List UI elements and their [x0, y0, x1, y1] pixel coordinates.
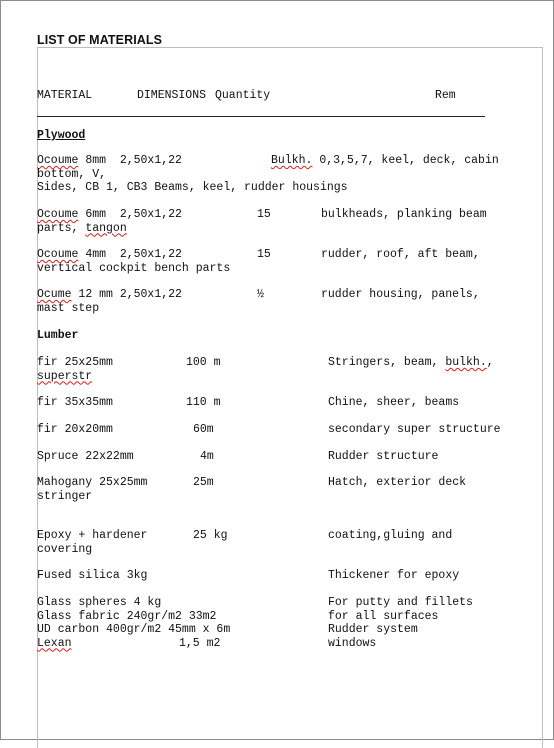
remark-continuation: bottom, V,: [37, 167, 107, 181]
remark-text: Bulkh. 0,3,5,7, keel, deck, cabin: [271, 154, 499, 167]
remark-text: bulkheads, planking beam: [321, 208, 487, 221]
list-item: Glass fabric 240gr/m2 33m2: [37, 609, 217, 623]
list-item: [37, 154, 182, 167]
list-item: fir 25x25mm: [37, 356, 113, 369]
quantity-value: 60m: [193, 423, 214, 436]
page-title: LIST OF MATERIALS: [37, 33, 163, 47]
material-dims: 8mm 2,50x1,22: [78, 154, 182, 167]
remark-continuation: parts, tangon: [37, 221, 127, 235]
remark-text: Rudder structure: [328, 450, 439, 463]
header-material: MATERIAL: [37, 89, 93, 102]
quantity-value: 110 m: [186, 396, 221, 409]
section-lumber: Lumber: [37, 329, 79, 342]
material-name: Ocoume: [37, 154, 79, 167]
quantity-value: ½: [257, 288, 264, 301]
header-quantity: Quantity: [215, 89, 271, 102]
list-item: Ocoume 4mm 2,50x1,22: [37, 248, 182, 261]
remark-text: Chine, sheer, beams: [328, 396, 460, 409]
list-item: Fused silica 3kg: [37, 569, 148, 582]
list-item: Epoxy + hardener: [37, 529, 148, 542]
quantity-value: 1,5 m2: [179, 636, 221, 650]
remark-text: windows: [328, 636, 377, 650]
list-item: Ocoume 6mm 2,50x1,22: [37, 208, 182, 221]
list-item: Glass spheres 4 kg: [37, 596, 162, 609]
remark-continuation: covering: [37, 542, 93, 556]
quantity-value: 4m: [200, 450, 214, 463]
remark-text: Rudder system: [328, 623, 418, 636]
quantity-value: 15: [257, 248, 271, 261]
list-item: Ocume 12 mm 2,50x1,22: [37, 288, 182, 301]
list-item: fir 20x20mm: [37, 423, 113, 436]
remark-text: secondary super structure: [328, 423, 501, 436]
remark-text: rudder, roof, aft beam,: [321, 248, 480, 261]
remark-text: rudder housing, panels,: [321, 288, 480, 301]
list-item: Spruce 22x22mm: [37, 450, 134, 463]
remark-continuation: stringer: [37, 489, 93, 503]
header-underline: [37, 116, 485, 117]
quantity-value: 15: [257, 208, 271, 221]
remark-continuation: vertical cockpit bench parts: [37, 261, 231, 275]
remark-continuation: Sides, CB 1, CB3 Beams, keel, rudder housings: [37, 181, 348, 194]
header-remarks: Rem: [435, 89, 456, 102]
quantity-value: 25 kg: [193, 529, 228, 542]
list-item: UD carbon 400gr/m2 45mm x 6m: [37, 623, 231, 636]
remark-text: Stringers, beam, bulkh.,: [328, 356, 494, 369]
remark-text: Thickener for epoxy: [328, 569, 460, 582]
remark-text: Hatch, exterior deck: [328, 476, 467, 489]
quantity-value: 100 m: [186, 356, 221, 369]
remark-text: For putty and fillets: [328, 596, 473, 609]
remark-continuation: mast step: [37, 301, 100, 315]
remark-text: for all surfaces: [328, 609, 439, 623]
quantity-value: 25m: [193, 476, 214, 489]
list-item: Lexan: [37, 636, 72, 650]
list-item: Mahogany 25x25mm: [37, 476, 148, 489]
header-dimensions: DIMENSIONS: [137, 89, 207, 102]
list-item: fir 35x35mm: [37, 396, 113, 409]
section-plywood: Plywood: [37, 129, 86, 142]
remark-continuation: superstr: [37, 369, 93, 383]
remark-text: coating,gluing and: [328, 529, 453, 542]
